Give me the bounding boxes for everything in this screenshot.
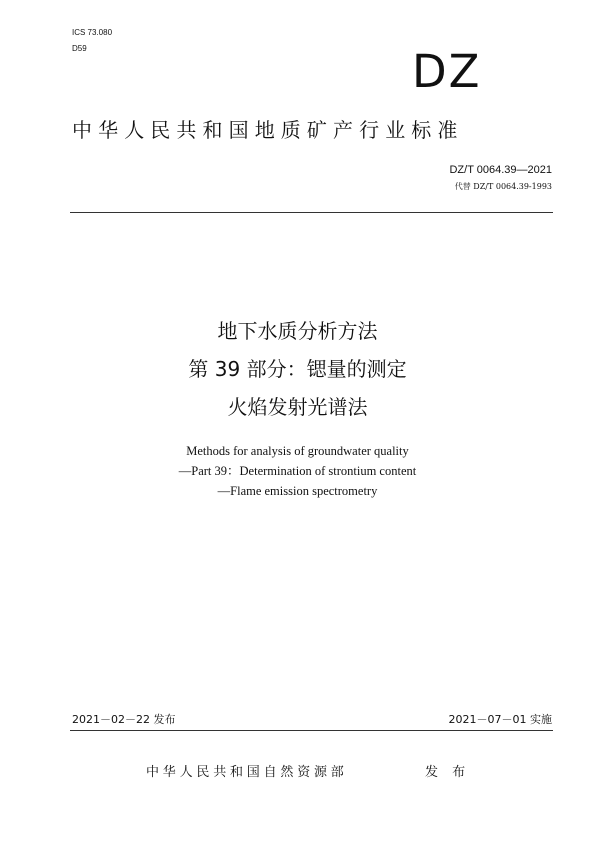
chinese-title-line-2: 第 39 部分：锶量的测定 bbox=[188, 357, 407, 381]
english-title-line-3: —Flame emission spectrometry bbox=[217, 484, 378, 498]
ccs-code: D59 bbox=[72, 44, 87, 53]
dz-logo: DZ bbox=[412, 45, 482, 98]
ics-code: ICS 73.080 bbox=[72, 28, 113, 37]
implementation-date: 2021－07－01 实施 bbox=[448, 713, 552, 726]
standard-category-title: 中华人民共和国地质矿产行业标准 bbox=[72, 118, 464, 142]
chinese-title-line-1: 地下水质分析方法 bbox=[217, 319, 378, 343]
standard-number: DZ/T 0064.39—2021 bbox=[449, 164, 552, 176]
english-title-line-2: —Part 39：Determination of strontium content bbox=[178, 464, 417, 478]
issue-date: 2021－02－22 发布 bbox=[72, 713, 176, 726]
chinese-title-line-3: 火焰发射光谱法 bbox=[227, 395, 368, 419]
publisher-name: 中华人民共和国自然资源部 bbox=[146, 765, 348, 780]
english-title-line-1: Methods for analysis of groundwater quality bbox=[186, 444, 409, 458]
publish-label: 发 布 bbox=[425, 765, 471, 780]
footer-divider bbox=[70, 730, 553, 731]
replaces-note: 代替 DZ/T 0064.39-1993 bbox=[454, 182, 552, 191]
header-divider bbox=[70, 212, 553, 213]
